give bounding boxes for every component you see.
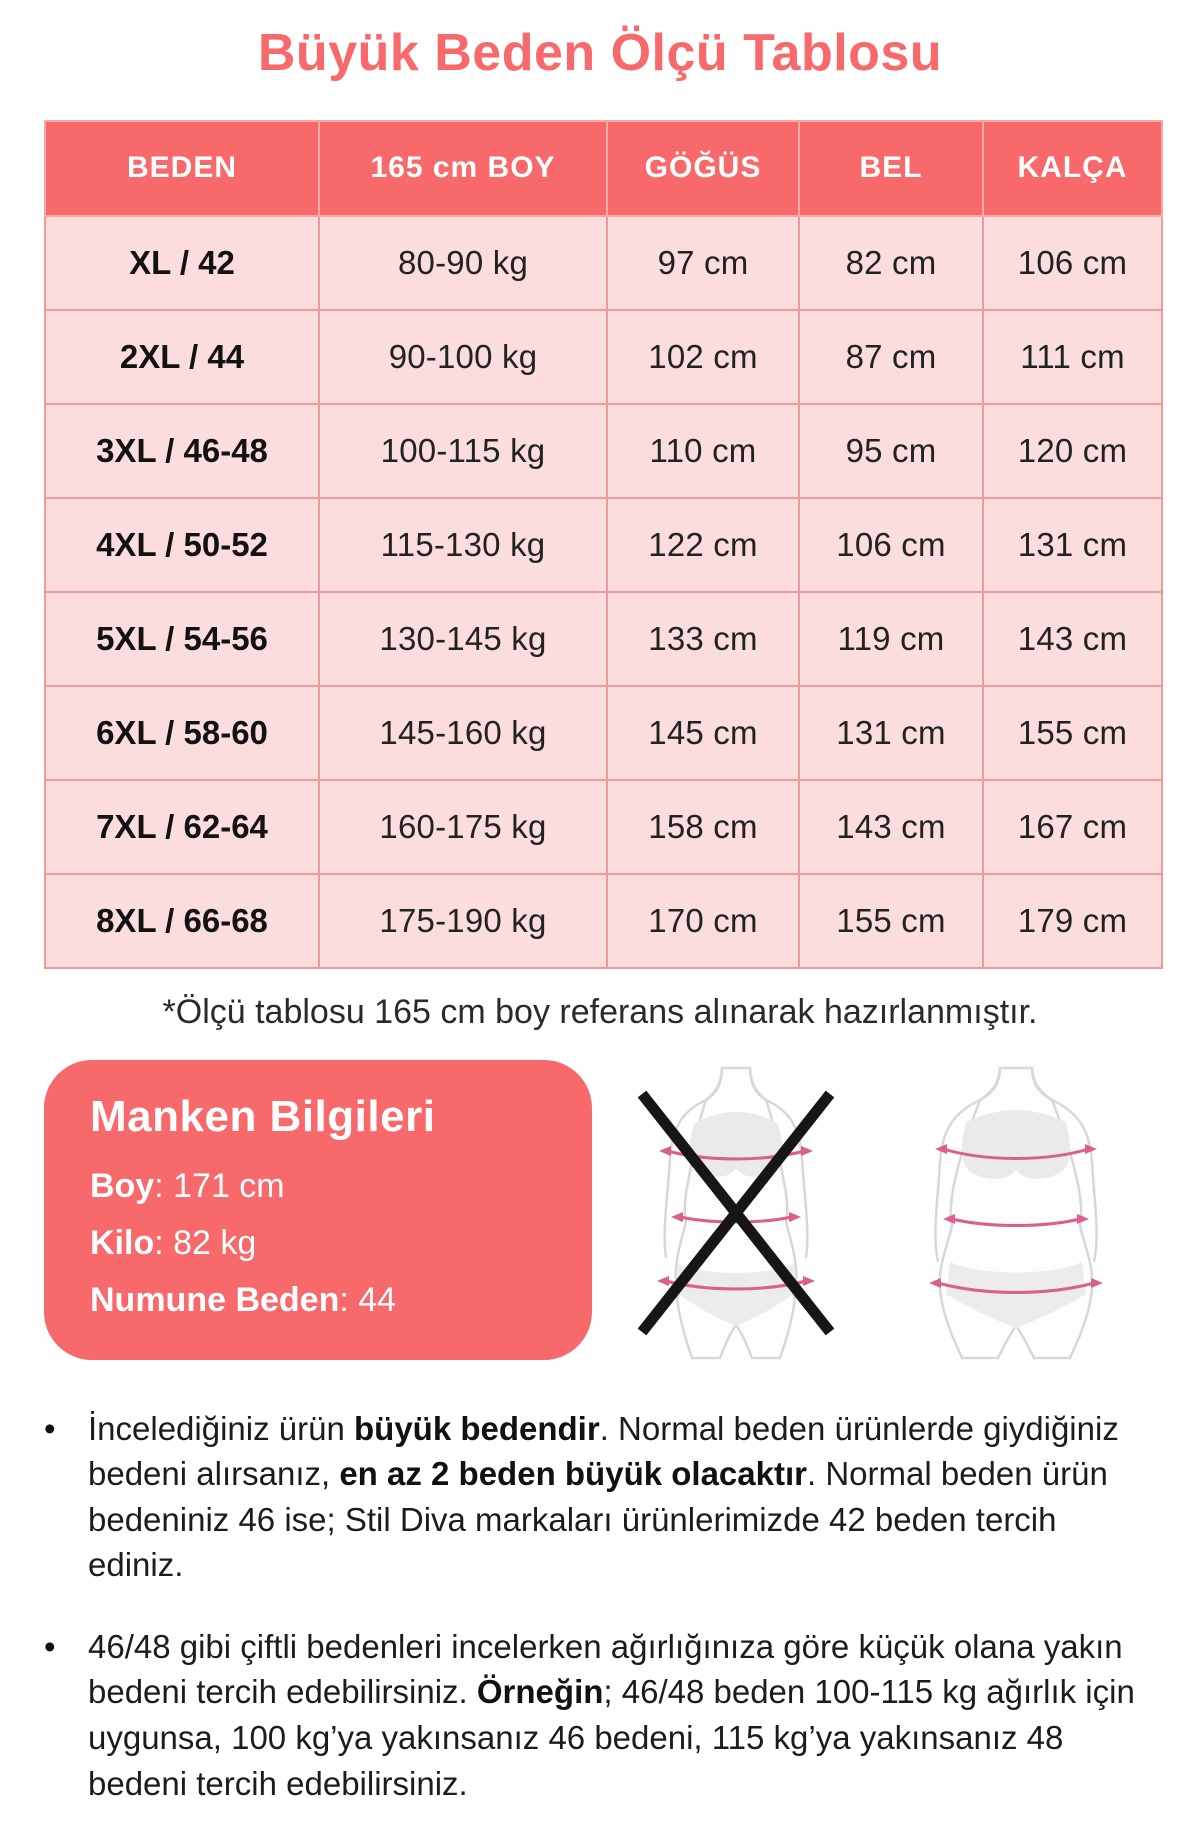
col-header-chest: GÖĞÜS <box>607 121 799 216</box>
page-title: Büyük Beden Ölçü Tablosu <box>257 24 943 82</box>
size-cell: 7XL / 62-64 <box>45 780 319 874</box>
size-guide-page <box>0 24 1200 1806</box>
table-row <box>45 780 1162 874</box>
table-row <box>45 216 1162 310</box>
hip-cell: 155 cm <box>983 686 1162 780</box>
header-row <box>45 121 1162 216</box>
chest-cell: 122 cm <box>607 498 799 592</box>
model-weight-value: : 82 kg <box>154 1224 257 1263</box>
model-height-value: : 171 cm <box>154 1166 285 1205</box>
col-header-waist: BEL <box>799 121 983 216</box>
bullet-icon: • <box>44 1409 56 1447</box>
chest-cell: 145 cm <box>607 686 799 780</box>
table-row <box>45 592 1162 686</box>
weight-cell: 115-130 kg <box>319 498 607 592</box>
model-sample-size-value: : 44 <box>339 1281 397 1320</box>
bullet-icon: • <box>44 1627 56 1665</box>
weight-cell: 175-190 kg <box>319 874 607 968</box>
table-footnote: *Ölçü tablosu 165 cm boy referans alınarak hazırlanmıştır. <box>162 992 1038 1031</box>
model-info-title: Manken Bilgileri <box>90 1091 436 1141</box>
slim-body-crossed-icon <box>625 1060 847 1360</box>
chest-cell: 97 cm <box>607 216 799 310</box>
size-table <box>44 120 1163 969</box>
hip-cell: 106 cm <box>983 216 1162 310</box>
size-cell: 2XL / 44 <box>45 310 319 404</box>
waist-cell: 155 cm <box>799 874 983 968</box>
hip-cell: 131 cm <box>983 498 1162 592</box>
size-cell: 3XL / 46-48 <box>45 404 319 498</box>
model-height-label: Boy <box>90 1166 155 1205</box>
model-sample-size-line <box>90 1276 546 1325</box>
table-row <box>45 404 1162 498</box>
hip-cell: 111 cm <box>983 310 1162 404</box>
note-text: 46/48 gibi çiftli bedenleri incelerken ağırlığınıza göre küçük olana yakın bedeni tercih edebilirsiniz. Örneğin; 46/48 beden 100-115 kg ağırlık için uygunsa, 100 kg’ya yakınsanız 46 bedeni, 115 kg’ya yakınsanız 48 bedeni tercih edebilirsiniz. <box>88 1627 1135 1802</box>
weight-cell: 90-100 kg <box>319 310 607 404</box>
chest-cell: 102 cm <box>607 310 799 404</box>
col-header-size: BEDEN <box>45 121 319 216</box>
note-item <box>44 1406 1154 1588</box>
col-header-height-weight: 165 cm BOY <box>319 121 607 216</box>
hip-cell: 179 cm <box>983 874 1162 968</box>
hip-cell: 120 cm <box>983 404 1162 498</box>
weight-cell: 130-145 kg <box>319 592 607 686</box>
waist-cell: 106 cm <box>799 498 983 592</box>
table-row <box>45 498 1162 592</box>
model-weight-label: Kilo <box>90 1224 155 1263</box>
weight-cell: 145-160 kg <box>319 686 607 780</box>
weight-cell: 160-175 kg <box>319 780 607 874</box>
table-row <box>45 310 1162 404</box>
plus-body-icon <box>905 1060 1127 1360</box>
size-table-header <box>45 121 1162 216</box>
waist-cell: 95 cm <box>799 404 983 498</box>
hip-cell: 143 cm <box>983 592 1162 686</box>
model-sample-size-label: Numune Beden <box>90 1281 340 1320</box>
size-cell: 4XL / 50-52 <box>45 498 319 592</box>
chest-cell: 133 cm <box>607 592 799 686</box>
size-cell: 5XL / 54-56 <box>45 592 319 686</box>
measurement-figures <box>592 1060 1160 1360</box>
note-text: İncelediğiniz ürün büyük bedendir. Normal beden ürünlerde giydiğiniz bedeni alırsanız, en az 2 beden büyük olacaktır. Normal beden ürün bedeniniz 46 ise; Stil Diva markaları ürünlerimizde 42 beden tercih ediniz. <box>88 1409 1119 1584</box>
chest-cell: 170 cm <box>607 874 799 968</box>
waist-cell: 82 cm <box>799 216 983 310</box>
size-cell: 6XL / 58-60 <box>45 686 319 780</box>
model-info-section <box>44 1060 1160 1360</box>
model-info-card <box>44 1060 592 1360</box>
table-row <box>45 874 1162 968</box>
weight-cell: 80-90 kg <box>319 216 607 310</box>
size-cell: 8XL / 66-68 <box>45 874 319 968</box>
weight-cell: 100-115 kg <box>319 404 607 498</box>
model-weight-line <box>90 1219 546 1268</box>
model-height-line <box>90 1162 546 1211</box>
note-item <box>44 1624 1154 1806</box>
waist-cell: 119 cm <box>799 592 983 686</box>
size-notes <box>44 1406 1154 1806</box>
waist-cell: 87 cm <box>799 310 983 404</box>
waist-cell: 143 cm <box>799 780 983 874</box>
waist-cell: 131 cm <box>799 686 983 780</box>
chest-cell: 110 cm <box>607 404 799 498</box>
hip-cell: 167 cm <box>983 780 1162 874</box>
col-header-hip: KALÇA <box>983 121 1162 216</box>
chest-cell: 158 cm <box>607 780 799 874</box>
size-cell: XL / 42 <box>45 216 319 310</box>
table-row <box>45 686 1162 780</box>
